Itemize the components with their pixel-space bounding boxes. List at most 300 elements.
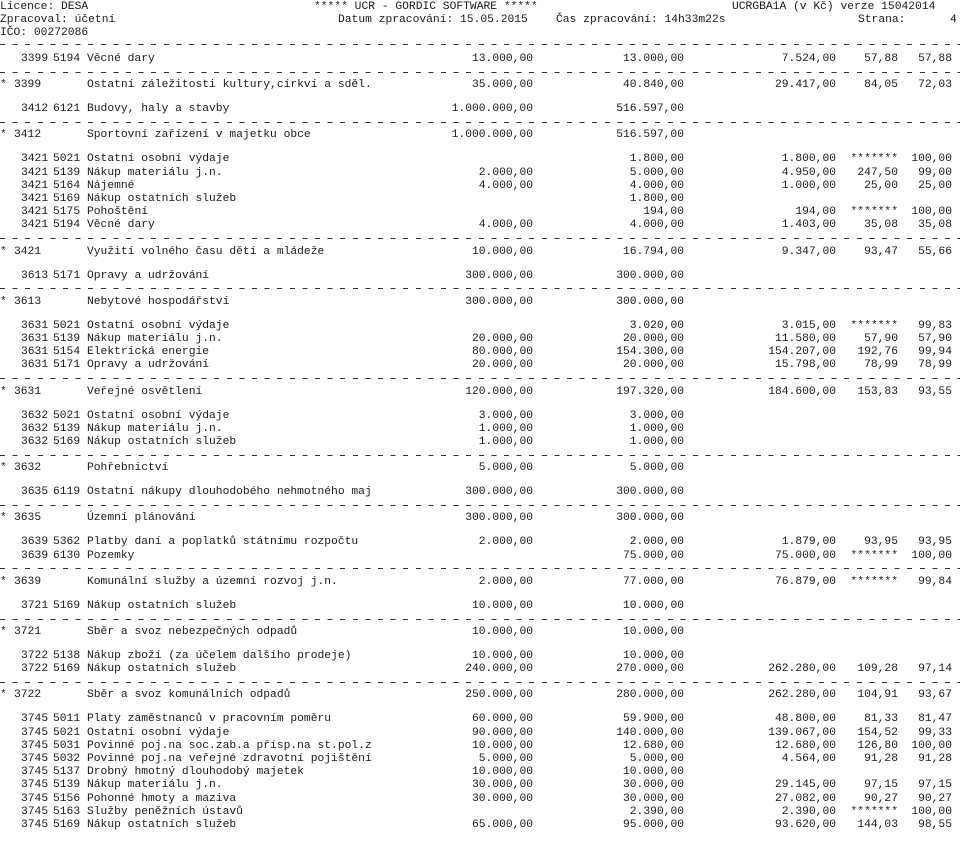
actual-spending: 48.800,00 <box>774 713 836 726</box>
table-row <box>0 436 960 449</box>
section-total-row <box>0 626 960 639</box>
table-row <box>0 270 960 283</box>
item-name: Povinné poj.na veřejné zdravotní pojištění <box>87 753 372 765</box>
paragraph-code: 3745 <box>21 805 49 818</box>
actual-spending: 76.879,00 <box>774 575 836 588</box>
adjusted-budget: 2.390,00 <box>629 805 684 818</box>
table-row <box>0 550 960 563</box>
adjusted-budget: 12.680,00 <box>622 739 684 752</box>
actual-spending: 12.680,00 <box>774 739 836 752</box>
adjusted-budget: 59.900,00 <box>622 713 684 726</box>
table-row <box>0 53 960 66</box>
paragraph-code: 3722 <box>21 663 49 676</box>
actual-spending: 1.879,00 <box>781 536 836 549</box>
approved-budget: 10.000,00 <box>471 739 533 752</box>
pct-approved: ******* <box>850 319 898 332</box>
pct-approved: 154,52 <box>857 726 898 739</box>
paragraph-code: 3745 <box>21 779 49 792</box>
paragraph-code: 3421 <box>21 193 49 205</box>
item-name: Nákup ostatních služeb <box>87 663 237 676</box>
total-marker: * <box>0 689 7 702</box>
item-code: 5169 <box>53 193 81 205</box>
report-version: UCRGBA1A (v Kč) verze 15042014 <box>732 1 936 13</box>
adjusted-budget: 140.000,00 <box>616 726 684 739</box>
processing-date: Datum zpracování: 15.05.2015 <box>338 14 528 26</box>
item-name: Nákup zboží (za účelem dalšího prodeje) <box>87 650 352 662</box>
approved-budget: 35.000,00 <box>471 79 533 92</box>
table-row <box>0 410 960 423</box>
item-name: Ostatní osobní výdaje <box>87 409 230 422</box>
item-name: Služby peněžních ústavů <box>87 805 243 818</box>
item-name: Nákup materiálu j.n. <box>87 166 223 179</box>
actual-spending: 194,00 <box>795 206 836 219</box>
pct-adjusted: 99,83 <box>918 319 952 332</box>
item-name: Platy zaměstnanců v pracovním poměru <box>87 713 332 726</box>
total-marker: * <box>0 129 7 142</box>
pct-approved: ******* <box>850 805 898 818</box>
actual-spending: 29.145,00 <box>774 779 836 792</box>
table-row <box>0 219 960 232</box>
item-name: Věcné dary <box>87 53 155 65</box>
table-row <box>0 779 960 792</box>
actual-spending: 9.347,00 <box>781 245 836 258</box>
approved-budget: 300.000,00 <box>465 512 533 525</box>
paragraph-code: 3421 <box>21 166 49 179</box>
approved-budget: 2.000,00 <box>478 575 533 588</box>
actual-spending: 15.798,00 <box>774 359 836 372</box>
paragraph-code: 3631 <box>21 346 49 359</box>
table-row <box>0 753 960 766</box>
pct-adjusted: 99,94 <box>918 346 952 359</box>
adjusted-budget: 3.020,00 <box>629 319 684 332</box>
section-total-row <box>0 576 960 589</box>
group-separator <box>0 72 960 73</box>
page-number: 4 <box>950 14 957 26</box>
approved-budget: 20.000,00 <box>471 359 533 372</box>
item-name: Nákup materiálu j.n. <box>87 333 223 345</box>
table-row <box>0 740 960 753</box>
actual-spending: 262.280,00 <box>768 663 836 676</box>
table-row <box>0 423 960 436</box>
approved-budget: 4.000,00 <box>478 179 533 192</box>
pct-adjusted: 99,33 <box>918 726 952 739</box>
item-name: Ostatní osobní výdaje <box>87 726 230 739</box>
pct-adjusted: 100,00 <box>911 805 952 818</box>
group-separator <box>0 288 960 289</box>
paragraph-code: 3639 <box>14 575 42 588</box>
actual-spending: 1.000,00 <box>781 179 836 192</box>
licence-text: Licence: DESA <box>0 1 89 13</box>
paragraph-code: 3745 <box>21 819 49 831</box>
pct-approved: 126,80 <box>857 739 898 752</box>
total-marker: * <box>0 245 7 258</box>
pct-adjusted: 72,03 <box>918 79 952 92</box>
table-row <box>0 359 960 372</box>
actual-spending: 29.417,00 <box>774 79 836 92</box>
paragraph-code: 3412 <box>21 103 49 116</box>
approved-budget: 2.000,00 <box>478 536 533 549</box>
pct-adjusted: 100,00 <box>911 153 952 166</box>
adjusted-budget: 10.000,00 <box>622 599 684 612</box>
paragraph-code: 3613 <box>21 269 49 282</box>
item-code: 5171 <box>53 359 81 372</box>
adjusted-budget: 4.000,00 <box>629 179 684 192</box>
table-row <box>0 727 960 740</box>
pct-approved: 97,15 <box>864 779 898 792</box>
item-name: Pozemky <box>87 549 135 562</box>
header-separator <box>0 44 960 45</box>
approved-budget: 30.000,00 <box>471 779 533 792</box>
table-row <box>0 103 960 116</box>
paragraph-code: 3722 <box>14 689 42 702</box>
approved-budget: 4.000,00 <box>478 219 533 232</box>
adjusted-budget: 20.000,00 <box>622 333 684 345</box>
item-name: Ostatní osobní výdaje <box>87 319 230 332</box>
actual-spending: 184.600,00 <box>768 385 836 398</box>
item-code: 5169 <box>53 436 81 448</box>
table-row <box>0 766 960 779</box>
item-name: Nákup materiálu j.n. <box>87 422 223 435</box>
paragraph-code: 3632 <box>21 422 49 435</box>
group-separator <box>0 619 960 620</box>
approved-budget: 300.000,00 <box>465 269 533 282</box>
actual-spending: 4.564,00 <box>781 753 836 765</box>
adjusted-budget: 3.000,00 <box>629 409 684 422</box>
section-name: Sportovní zařízení v majetku obce <box>87 129 311 142</box>
table-row <box>0 206 960 219</box>
paragraph-code: 3745 <box>21 792 49 805</box>
approved-budget: 10.000,00 <box>471 626 533 638</box>
item-code: 5139 <box>53 779 81 792</box>
total-marker: * <box>0 575 7 588</box>
paragraph-code: 3745 <box>21 766 49 779</box>
adjusted-budget: 4.000,00 <box>629 219 684 232</box>
section-name: Nebytové hospodářství <box>87 295 230 308</box>
approved-budget: 10.000,00 <box>471 766 533 779</box>
adjusted-budget: 30.000,00 <box>622 779 684 792</box>
paragraph-code: 3421 <box>21 206 49 219</box>
pct-approved: ******* <box>850 206 898 219</box>
actual-spending: 2.390,00 <box>781 805 836 818</box>
section-name: Územní plánování <box>87 512 196 525</box>
item-code: 5169 <box>53 599 81 612</box>
adjusted-budget: 2.000,00 <box>629 536 684 549</box>
item-code: 5171 <box>53 269 81 282</box>
pct-adjusted: 100,00 <box>911 549 952 562</box>
paragraph-code: 3399 <box>14 79 42 92</box>
paragraph-code: 3639 <box>21 549 49 562</box>
pct-adjusted: 55,66 <box>918 245 952 258</box>
pct-approved: 153,83 <box>857 385 898 398</box>
item-code: 6121 <box>53 103 81 116</box>
group-separator <box>0 122 960 123</box>
item-code: 5156 <box>53 792 81 805</box>
approved-budget: 20.000,00 <box>471 333 533 345</box>
approved-budget: 10.000,00 <box>471 245 533 258</box>
table-row <box>0 346 960 359</box>
adjusted-budget: 75.000,00 <box>622 549 684 562</box>
approved-budget: 300.000,00 <box>465 486 533 499</box>
adjusted-budget: 5.000,00 <box>629 166 684 179</box>
paragraph-code: 3631 <box>21 359 49 372</box>
section-name: Sběr a svoz nebezpečných odpadů <box>87 626 298 638</box>
total-marker: * <box>0 462 7 475</box>
paragraph-code: 3745 <box>21 753 49 765</box>
item-code: 5169 <box>53 819 81 831</box>
item-name: Opravy a udržování <box>87 359 210 372</box>
item-name: Budovy, haly a stavby <box>87 103 230 116</box>
processing-time: Čas zpracování: 14h33m22s <box>556 14 726 26</box>
software-title: ***** UCR - GORDIC SOFTWARE ***** <box>314 1 538 13</box>
adjusted-budget: 194,00 <box>643 206 684 219</box>
pct-adjusted: 78,99 <box>918 359 952 372</box>
approved-budget: 1.000,00 <box>478 436 533 448</box>
item-name: Elektrická energie <box>87 346 210 359</box>
adjusted-budget: 154.300,00 <box>616 346 684 359</box>
paragraph-code: 3745 <box>21 739 49 752</box>
actual-spending: 75.000,00 <box>774 549 836 562</box>
section-name: Komunální služby a územní rozvoj j.n. <box>87 575 338 588</box>
paragraph-code: 3613 <box>14 295 42 308</box>
adjusted-budget: 10.000,00 <box>622 626 684 638</box>
total-marker: * <box>0 626 7 638</box>
item-code: 5362 <box>53 536 81 549</box>
page-label: Strana: <box>858 14 906 26</box>
approved-budget: 65.000,00 <box>471 819 533 831</box>
paragraph-code: 3631 <box>21 319 49 332</box>
actual-spending: 93.620,00 <box>774 819 836 831</box>
table-row <box>0 320 960 333</box>
section-total-row <box>0 296 960 309</box>
pct-adjusted: 99,84 <box>918 575 952 588</box>
adjusted-budget: 1.000,00 <box>629 436 684 448</box>
adjusted-budget: 197.320,00 <box>616 385 684 398</box>
approved-budget: 10.000,00 <box>471 650 533 662</box>
header-line-1 <box>0 1 960 14</box>
paragraph-code: 3722 <box>21 650 49 662</box>
item-name: Pohonné hmoty a maziva <box>87 792 237 805</box>
adjusted-budget: 20.000,00 <box>622 359 684 372</box>
actual-spending: 262.280,00 <box>768 689 836 702</box>
approved-budget: 240.000,00 <box>465 663 533 676</box>
approved-budget: 13.000,00 <box>471 53 533 65</box>
section-name: Sběr a svoz komunálních odpadů <box>87 689 291 702</box>
actual-spending: 11.580,00 <box>774 333 836 345</box>
table-row <box>0 536 960 549</box>
table-row <box>0 793 960 806</box>
paragraph-code: 3421 <box>21 219 49 232</box>
actual-spending: 7.524,00 <box>781 53 836 65</box>
group-separator <box>0 378 960 379</box>
paragraph-code: 3421 <box>14 245 42 258</box>
adjusted-budget: 13.000,00 <box>622 53 684 65</box>
total-marker: * <box>0 295 7 308</box>
section-total-row <box>0 512 960 525</box>
actual-spending: 154.207,00 <box>768 346 836 359</box>
pct-approved: 81,33 <box>864 713 898 726</box>
adjusted-budget: 300.000,00 <box>616 295 684 308</box>
header-line-2 <box>0 14 960 27</box>
paragraph-code: 3399 <box>21 53 49 65</box>
pct-adjusted: 90,27 <box>918 792 952 805</box>
table-row <box>0 193 960 206</box>
adjusted-budget: 1.000,00 <box>629 422 684 435</box>
pct-approved: 192,76 <box>857 346 898 359</box>
section-total-row <box>0 386 960 399</box>
pct-approved: 35,08 <box>864 219 898 232</box>
approved-budget: 60.000,00 <box>471 713 533 726</box>
item-code: 5021 <box>53 319 81 332</box>
approved-budget: 1.000.000,00 <box>451 103 533 116</box>
item-name: Nákup ostatních služeb <box>87 436 237 448</box>
adjusted-budget: 16.794,00 <box>622 245 684 258</box>
pct-approved: ******* <box>850 575 898 588</box>
approved-budget: 5.000,00 <box>478 462 533 475</box>
pct-adjusted: 97,15 <box>918 779 952 792</box>
pct-adjusted: 93,55 <box>918 385 952 398</box>
item-name: Nájemné <box>87 179 135 192</box>
group-separator <box>0 682 960 683</box>
paragraph-code: 3745 <box>21 713 49 726</box>
adjusted-budget: 270.000,00 <box>616 663 684 676</box>
actual-spending: 139.067,00 <box>768 726 836 739</box>
adjusted-budget: 300.000,00 <box>616 486 684 499</box>
item-code: 5032 <box>53 753 81 765</box>
pct-approved: 144,03 <box>857 819 898 831</box>
pct-approved: 91,28 <box>864 753 898 765</box>
paragraph-code: 3639 <box>21 536 49 549</box>
table-row <box>0 713 960 726</box>
approved-budget: 80.000,00 <box>471 346 533 359</box>
item-code: 5169 <box>53 663 81 676</box>
approved-budget: 3.000,00 <box>478 409 533 422</box>
item-name: Nákup ostatních služeb <box>87 599 237 612</box>
paragraph-code: 3631 <box>14 385 42 398</box>
section-total-row <box>0 246 960 259</box>
item-name: Nákup ostatních služeb <box>87 819 237 831</box>
paragraph-code: 3632 <box>14 462 42 475</box>
pct-approved: 57,90 <box>864 333 898 345</box>
section-name: Ostatní záležitosti kultury,církví a sděl. <box>87 79 372 92</box>
paragraph-code: 3635 <box>21 486 49 499</box>
actual-spending: 3.015,00 <box>781 319 836 332</box>
item-code: 6130 <box>53 549 81 562</box>
adjusted-budget: 77.000,00 <box>622 575 684 588</box>
pct-adjusted: 35,08 <box>918 219 952 232</box>
section-name: Využití volného času dětí a mládeže <box>87 245 325 258</box>
table-row <box>0 153 960 166</box>
section-total-row <box>0 79 960 92</box>
pct-adjusted: 100,00 <box>911 739 952 752</box>
table-row <box>0 333 960 346</box>
table-row <box>0 819 960 832</box>
pct-adjusted: 57,90 <box>918 333 952 345</box>
pct-approved: 25,00 <box>864 179 898 192</box>
adjusted-budget: 516.597,00 <box>616 129 684 142</box>
item-code: 5139 <box>53 422 81 435</box>
approved-budget: 300.000,00 <box>465 295 533 308</box>
item-name: Ostatní osobní výdaje <box>87 153 230 166</box>
group-separator <box>0 238 960 239</box>
item-name: Věcné dary <box>87 219 155 232</box>
paragraph-code: 3721 <box>14 626 42 638</box>
item-code: 5163 <box>53 805 81 818</box>
pct-approved: 104,91 <box>857 689 898 702</box>
pct-adjusted: 25,00 <box>918 179 952 192</box>
paragraph-code: 3421 <box>21 179 49 192</box>
item-code: 5175 <box>53 206 81 219</box>
actual-spending: 27.082,00 <box>774 792 836 805</box>
approved-budget: 30.000,00 <box>471 792 533 805</box>
pct-adjusted: 57,88 <box>918 53 952 65</box>
adjusted-budget: 10.000,00 <box>622 650 684 662</box>
item-name: Nákup ostatních služeb <box>87 193 237 205</box>
adjusted-budget: 516.597,00 <box>616 103 684 116</box>
pct-adjusted: 99,00 <box>918 166 952 179</box>
table-row <box>0 806 960 819</box>
pct-adjusted: 98,55 <box>918 819 952 831</box>
approved-budget: 250.000,00 <box>465 689 533 702</box>
item-name: Nákup materiálu j.n. <box>87 779 223 792</box>
adjusted-budget: 5.000,00 <box>629 753 684 765</box>
section-name: Veřejné osvětlení <box>87 385 203 398</box>
adjusted-budget: 40.840,00 <box>622 79 684 92</box>
adjusted-budget: 300.000,00 <box>616 512 684 525</box>
total-marker: * <box>0 79 7 92</box>
item-code: 5021 <box>53 726 81 739</box>
adjusted-budget: 1.800,00 <box>629 153 684 166</box>
processed-by: Zpracoval: účetní <box>0 14 116 26</box>
item-code: 6119 <box>53 486 81 499</box>
item-code: 5011 <box>53 713 81 726</box>
table-row <box>0 663 960 676</box>
pct-approved: 247,50 <box>857 166 898 179</box>
pct-approved: 93,95 <box>864 536 898 549</box>
pct-approved: 109,28 <box>857 663 898 676</box>
item-code: 5138 <box>53 650 81 662</box>
item-code: 5021 <box>53 153 81 166</box>
item-code: 5139 <box>53 166 81 179</box>
paragraph-code: 3745 <box>21 726 49 739</box>
group-separator <box>0 568 960 569</box>
item-code: 5164 <box>53 179 81 192</box>
group-separator <box>0 455 960 456</box>
table-row <box>0 180 960 193</box>
item-name: Pohoštění <box>87 206 149 219</box>
item-code: 5194 <box>53 53 81 65</box>
approved-budget: 1.000,00 <box>478 422 533 435</box>
adjusted-budget: 95.000,00 <box>622 819 684 831</box>
total-marker: * <box>0 385 7 398</box>
item-name: Opravy a udržování <box>87 269 210 282</box>
pct-adjusted: 91,28 <box>918 753 952 765</box>
pct-approved: ******* <box>850 549 898 562</box>
adjusted-budget: 300.000,00 <box>616 269 684 282</box>
section-total-row <box>0 689 960 702</box>
actual-spending: 1.800,00 <box>781 153 836 166</box>
item-name: Drobný hmotný dlouhodobý majetek <box>87 766 304 779</box>
adjusted-budget: 10.000,00 <box>622 766 684 779</box>
paragraph-code: 3631 <box>21 333 49 345</box>
item-name: Platby daní a poplatků státnímu rozpočtu <box>87 536 359 549</box>
section-total-row <box>0 462 960 475</box>
approved-budget: 2.000,00 <box>478 166 533 179</box>
approved-budget: 120.000,00 <box>465 385 533 398</box>
ico-text: IČO: 00272086 <box>0 27 89 39</box>
pct-approved: 78,99 <box>864 359 898 372</box>
total-marker: * <box>0 512 7 525</box>
approved-budget: 1.000.000,00 <box>451 129 533 142</box>
